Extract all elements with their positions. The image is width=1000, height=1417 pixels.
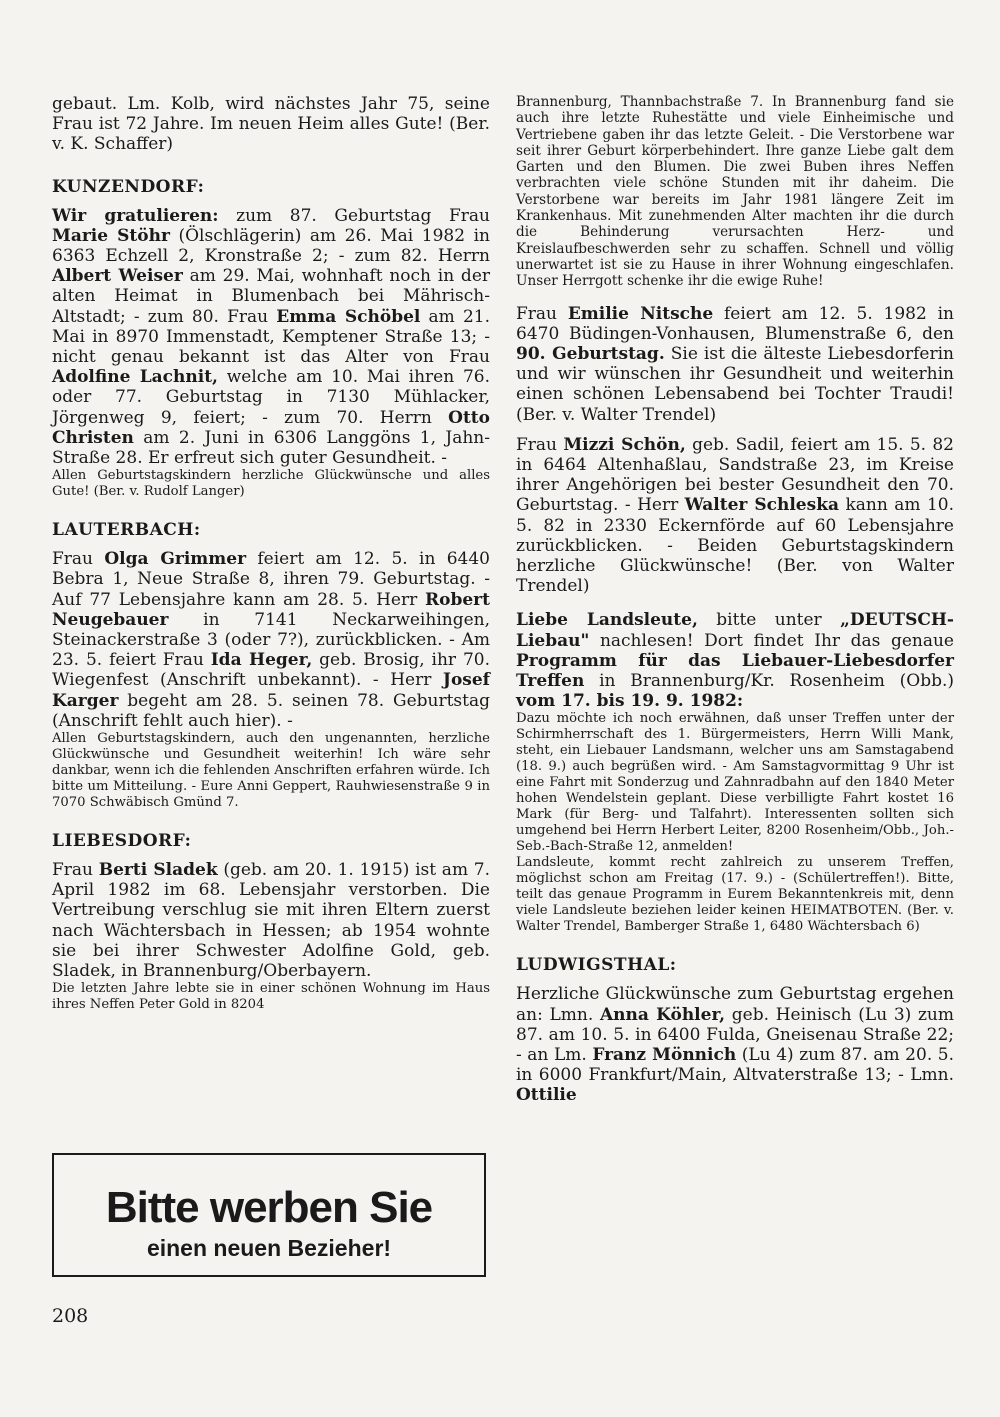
person-name: Marie Stöhr <box>52 225 170 246</box>
text-run: Frau <box>516 303 568 324</box>
ad-subtitle: einen neuen Bezieher! <box>146 1235 392 1261</box>
left-column <box>52 94 490 1013</box>
newspaper-name: „DEUTSCH-Liebau" <box>516 610 954 651</box>
treffen-details: Dazu möchte ich noch erwähnen, daß unser Treffen unter der Schirmherrschaft des 1. Bürgermeisters, Herrn Willi Mank, steht, ein Liebauer Landsmann, welcher uns am Samstagabend (18. 9.) auch begrüßen wird. - Am Samstagvormittag 9 Uhr ist eine Fahrt mit Sonderzug und Zahnradbahn auf den 1840 Meter hohen Wendelstein geplant. Diese verbilligte Fahrt kostet 16 Mark (für Berg- und Talfahrt). Interessenten sollten sich umgehend bei Herrn Herbert Leiter, 8200 Rosenheim/Obb., Joh.-Seb.-Bach-Straße 12, anmelden! <box>516 711 954 855</box>
event-date: vom 17. bis 19. 9. 1982: <box>516 691 744 712</box>
text-run: nachlesen! Dort findet Ihr das genaue <box>589 630 954 651</box>
kunzendorf-note: Allen Geburtstagskindern herzliche Glückwünsche und alles Gute! (Ber. v. Rudolf Langer) <box>52 468 490 500</box>
lauterbach-paragraph <box>52 549 490 731</box>
text-run: geb. Sadil, feiert am 15. 5. 82 in 6464 Altenhaßlau, Sandstraße 23, im Kreise ihrer Angehörigen bei bester Gesundheit den 70. Geburtstag. - Herr <box>516 434 954 516</box>
treffen-paragraph <box>516 610 954 711</box>
text-run: Sie ist die älteste Liebesdorferin und wir wünschen ihr Gesundheit und weiterhin einen schönen Lebensabend bei Tochter Traudi! (Ber. v. Walter Trendel) <box>516 343 954 425</box>
heading-ludwigsthal: LUDWIGSTHAL: <box>516 955 677 976</box>
text-run: (Lu 4) zum 87. am 20. 5. in 6000 Frankfurt/Main, Altvaterstraße 13; - Lmn. <box>516 1045 954 1086</box>
person-name: Robert Neugebauer <box>52 589 490 630</box>
text-run: (geb. am 20. 1. 1915) ist am 7. April 1982 im 68. Lebensjahr verstorben. Die Vertreibung verschlug sie mit ihren Eltern zuerst nach Wächtersbach in Hessen; ab 1954 wohnte sie bei ihrer Schwester Adolfine Gold, geb. Sladek, in Brannenburg/Oberbayern. <box>52 860 490 982</box>
person-name: Adolfine Lachnit, <box>52 367 218 388</box>
person-name: Ida Heger, <box>210 650 313 671</box>
program-title: Programm für das Liebauer-Liebesdorfer Treffen <box>516 650 954 692</box>
text-run: begeht am 28. 5. seinen 78. Geburtstag (Anschrift fehlt auch hier). - <box>52 690 490 731</box>
person-name: Emma Schöbel <box>276 306 421 327</box>
text-run: feiert am 12. 5. in 6440 Bebra 1, Neue Straße 8, ihren 79. Geburtstag. - Auf 77 Lebensjahre kann am 28. 5. Herr <box>52 549 490 610</box>
text-run: kann am 10. 5. 82 in 2330 Eckernförde auf 60 Lebensjahre zurückblicken. - Beiden Geburtstagskindern herzliche Glückwünsche! (Ber. von Walter Trendel) <box>516 495 954 597</box>
person-name: Josef Karger <box>52 670 490 711</box>
text-run: am 29. Mai, wohnhaft noch in der alten Heimat in Blumenbach bei Mährisch-Altstadt; - zum 80. Frau <box>52 266 491 327</box>
text-run: geb. Brosig, ihr 70. Wiegenfest (Anschrift unbekannt). - Herr <box>52 650 490 691</box>
text-run: zum 87. Geburtstag Frau <box>218 205 490 226</box>
person-name: Albert Weiser <box>52 266 183 287</box>
text-run: am 2. Juni in 6306 Langgöns 1, Jahn-Straße 28. Er erfreut sich guter Gesundheit. - <box>52 427 490 469</box>
page-number: 208 <box>52 1305 89 1327</box>
liebesdorf-paragraph <box>52 860 490 981</box>
person-name: Anna Köhler, <box>599 1004 726 1025</box>
schoen-paragraph <box>516 435 954 597</box>
text-run: Frau <box>52 549 105 570</box>
person-name: Otto Christen <box>52 407 490 448</box>
text-run: Herzliche Glückwünsche zum Geburtstag ergehen an: Lmn. <box>516 984 954 1025</box>
obituary-continuation: Brannenburg, Thannbachstraße 7. In Brannenburg fand sie auch ihre letzte Ruhestätte und viele Einheimische und Vertriebene gaben ihr das letzte Geleit. - Die Verstorbene war seit ihrer Geburt körperbehindert. Ihre ganze Liebe galt dem Garten und den Blumen. Die zwei Buben ihres Neffen verbrachten viele schöne Stunden mit ihr daheim. Die Verstorbene war bereits im Jahr 1981 längere Zeit im Krankenhaus. Mit zunehmenden Alter machten ihr die durch die Behinderung verursachten Herz- und Kreislaufbeschwerden sehr zu schaffen. Schnell und völlig unerwartet ist sie zu Hause in ihrer Wohnung eingeschlafen. Unser Herrgott schenke ihr die ewige Ruhe! <box>516 94 954 290</box>
treffen-lead: Liebe Landsleute, <box>516 610 698 631</box>
treffen-invitation: Landsleute, kommt recht zahlreich zu unserem Treffen, möglichst schon am Freitag (17. 9.) - (Schülertreffen!). Bitte, teilt das genaue Programm in Eurem Bekanntenkreis mit, denn viele Landsleute beziehen leider keinen HEIMATBOTEN. (Ber. v. Walter Trendel, Bamberger Straße 1, 6480 Wächtersbach 6) <box>516 855 954 935</box>
text-run: welche am 10. Mai ihren 76. oder 77. Geburtstag in 7130 Mühlacker, Jörgenweg 9, feiert; - zum 70. Herrn <box>52 367 490 428</box>
person-name: Ottilie <box>516 1085 577 1106</box>
text-run: Frau <box>52 860 99 881</box>
text-run: geb. Heinisch (Lu 3) zum 87. am 10. 5. in 6400 Fulda, Gneisenau Straße 22; - an Lm. <box>516 1004 954 1066</box>
liebesdorf-note: Die letzten Jahre lebte sie in einer schönen Wohnung im Haus ihres Neffen Peter Gold in 8204 <box>52 981 490 1013</box>
text-run: in 7141 Neckarweihingen, Steinackerstraße 3 (oder 7?), zurückblicken. - Am 23. 5. feiert Frau <box>52 609 490 671</box>
person-name: Emilie Nitsche <box>567 303 714 324</box>
right-column <box>516 94 954 1106</box>
kunzendorf-paragraph <box>52 206 490 469</box>
person-name: Berti Sladek <box>98 860 218 881</box>
birthday-highlight: 90. Geburtstag. <box>516 343 665 364</box>
heading-lauterbach: LAUTERBACH: <box>52 520 201 541</box>
lauterbach-note: Allen Geburtstagskindern, auch den ungenannten, herzliche Glückwünsche und Gesundheit weiterhin! Ich wäre sehr dankbar, wenn ich die fehlenden Anschriften erfahren würde. Ich bitte um Mitteilung. - Eure Anni Geppert, Rauhwiesenstraße 9 in 7070 Schwäbisch Gmünd 7. <box>52 731 490 811</box>
person-name: Walter Schleska <box>684 495 839 516</box>
text-run: feiert am 12. 5. 1982 in 6470 Büdingen-Vonhausen, Blumenstraße 6, den <box>516 303 954 344</box>
intro-paragraph: gebaut. Lm. Kolb, wird nächstes Jahr 75, seine Frau ist 72 Jahre. Im neuen Heim alles Gute! (Ber. v. K. Schaffer) <box>52 94 490 155</box>
person-name: Olga Grimmer <box>104 549 247 570</box>
heading-kunzendorf: KUNZENDORF: <box>52 176 205 197</box>
person-name: Franz Mönnich <box>592 1045 737 1066</box>
gratulieren-lead: Wir gratulieren: <box>52 205 219 226</box>
heading-liebesdorf: LIEBESDORF: <box>52 831 192 852</box>
nitsche-paragraph <box>516 304 954 425</box>
text-run: Frau <box>516 434 564 455</box>
text-run: (Ölschlägerin) am 26. Mai 1982 in 6363 Echzell 2, Kronstraße 2; - zum 82. Herrn <box>52 225 490 267</box>
ad-title: Bitte werben Sie <box>105 1183 433 1232</box>
text-run: in Brannenburg/Kr. Rosenheim (Obb.) <box>584 671 954 692</box>
advertisement-box <box>52 1153 486 1277</box>
text-run: bitte unter <box>697 610 841 631</box>
ludwigsthal-paragraph <box>516 984 954 1105</box>
text-run: am 21. Mai in 8970 Immenstadt, Kemptener Straße 13; - nicht genau bekannt ist das Alter von Frau <box>52 306 490 368</box>
person-name: Mizzi Schön, <box>563 434 686 455</box>
